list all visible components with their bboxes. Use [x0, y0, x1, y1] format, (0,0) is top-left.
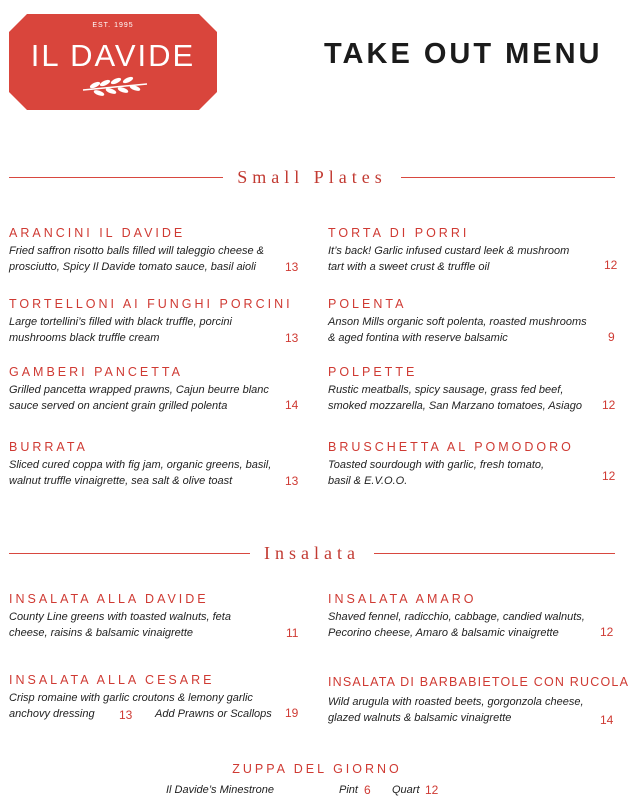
item-description: Toasted sourdough with garlic, fresh tomato, basil & E.V.O.O. — [328, 459, 545, 487]
divider — [374, 553, 615, 554]
logo-name: IL DAVIDE — [30, 38, 196, 73]
item-price: 14 — [285, 398, 299, 412]
menu-item — [328, 297, 628, 346]
item-name: ARANCINI IL DAVIDE — [9, 226, 186, 240]
soup-name: Il Davide’s Minestrone — [166, 784, 275, 796]
divider — [9, 553, 250, 554]
item-price: 12 — [604, 258, 618, 272]
item-description: Fried saffron risotto balls filled will taleggio cheese & prosciutto, Spicy Il Davide tomato sauce, basil aioli — [9, 245, 264, 273]
item-description-line: anchovy dressing — [9, 708, 95, 720]
item-name: TORTELLONI AI FUNGHI PORCINI — [9, 297, 293, 311]
item-price: 12 — [602, 469, 616, 483]
item-description: Grilled pancetta wrapped prawns, Cajun beurre blanc sauce served on ancient grain grilled polenta — [9, 384, 269, 412]
item-name: TORTA DI PORRI — [328, 226, 470, 240]
menu-item — [9, 440, 309, 489]
section-title: Small Plates — [237, 166, 387, 187]
item-price: 14 — [600, 713, 614, 727]
divider — [9, 177, 223, 178]
item-description: Anson Mills organic soft polenta, roasted mushrooms & aged fontina with reserve balsamic — [328, 316, 587, 344]
item-price: 13 — [285, 474, 299, 488]
pint-label: Pint — [339, 784, 358, 796]
logo — [9, 14, 217, 110]
menu-item — [328, 592, 628, 641]
logo-est: EST. 1995 — [92, 22, 134, 29]
quart-label: Quart — [392, 784, 420, 796]
item-name: POLENTA — [328, 297, 407, 311]
item-price: 11 — [286, 626, 299, 640]
item-price: 9 — [608, 330, 615, 344]
item-name: BRUSCHETTA AL POMODORO — [328, 440, 574, 454]
menu-item — [9, 365, 309, 414]
section-title: Insalata — [264, 542, 360, 563]
addon-price: 19 — [285, 706, 299, 720]
menu-item — [328, 226, 628, 275]
item-description: Large tortellini’s filled with black truffle, porcini mushrooms black truffle cream — [9, 316, 232, 344]
menu-item — [328, 675, 628, 726]
item-price: 12 — [602, 398, 616, 412]
item-price: 12 — [600, 625, 614, 639]
item-price: 13 — [285, 260, 299, 274]
item-description — [9, 690, 309, 722]
item-name: INSALATA DI BARBABIETOLE CON RUCOLA — [328, 675, 630, 689]
item-description: Sliced cured coppa with fig jam, organic greens, basil, walnut truffle vinaigrette, sea salt & olive toast — [9, 459, 272, 487]
section-header-small-plates — [9, 165, 615, 189]
item-name: INSALATA ALLA CESARE — [9, 673, 215, 687]
soup-title: ZUPPA DEL GIORNO — [232, 762, 402, 776]
item-description: It’s back! Garlic infused custard leek & mushroom tart with a sweet crust & truffle oil — [328, 245, 570, 273]
item-price: 13 — [285, 331, 299, 345]
item-description: Wild arugula with roasted beets, gorgonzola cheese, glazed walnuts & balsamic vinaigrette — [328, 696, 584, 724]
divider — [401, 177, 615, 178]
item-description: Rustic meatballs, spicy sausage, grass fed beef, smoked mozzarella, San Marzano tomatoes, Asiago — [328, 384, 582, 412]
quart-price: 12 — [425, 783, 439, 797]
item-description: Shaved fennel, radicchio, cabbage, candied walnuts, Pecorino cheese, Amaro & balsamic vinaigrette — [328, 611, 585, 639]
item-name: GAMBERI PANCETTA — [9, 365, 183, 379]
addon-label: Add Prawns or Scallops — [155, 708, 272, 720]
item-name: INSALATA AMARO — [328, 592, 477, 606]
item-name: BURRATA — [9, 440, 88, 454]
menu-item — [9, 592, 309, 641]
item-description-line: Crisp romaine with garlic croutons & lemony garlic — [9, 692, 253, 704]
menu-item — [9, 297, 309, 346]
item-price: 13 — [119, 708, 133, 722]
page-title: TAKE OUT MENU — [324, 38, 603, 70]
section-header-insalata — [9, 541, 615, 565]
menu-item — [328, 365, 628, 414]
item-description: County Line greens with toasted walnuts, feta cheese, raisins & balsamic vinaigrette — [9, 611, 231, 639]
item-name: POLPETTE — [328, 365, 418, 379]
menu-item — [328, 440, 628, 489]
pint-price: 6 — [364, 783, 371, 797]
menu-item — [9, 673, 309, 722]
menu-item — [9, 226, 309, 275]
item-name: INSALATA ALLA DAVIDE — [9, 592, 209, 606]
